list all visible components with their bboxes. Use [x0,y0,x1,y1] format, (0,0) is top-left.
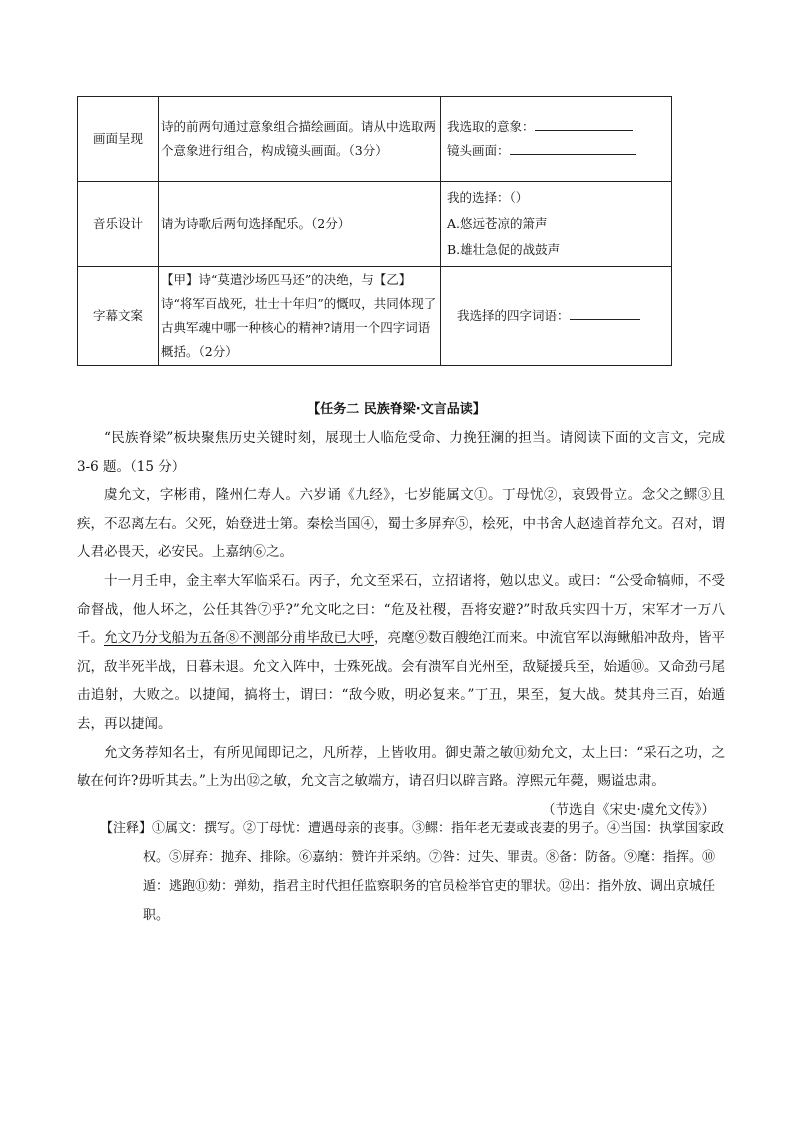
table-row [78,182,672,267]
row-answer [441,182,672,267]
underlined-sentence: 允文乃分戈船为五备⑧不测部分甫毕敌已大呼 [104,630,374,647]
section-title: 【任务二 民族脊梁·文言品读】 [307,402,486,417]
answer-prompt: 我的选择：（） [447,190,529,205]
paragraph-3: 允文务荐知名士，有所见闻即记之，凡所荐，上皆收用。御史萧之敏⑪劾允文，太上曰：“采石之功，之敏在何许?毋听其去。”上为出⑫之敏，允文言之敏端方，请召归以辟言路。淳熙元年薨，赐谥忠肃。 [77,744,725,790]
option-a[interactable]: A.悠远苍凉的箫声 [447,216,548,231]
row-label: 画面呈现 [78,97,159,182]
row-answer [441,267,672,366]
task-table [77,96,672,366]
paragraph-1: 虞允文，字彬甫，隆州仁寿人。六岁诵《九经》，七岁能属文①。丁母忧②，哀毁骨立。念父之鳏③且疾，不忍离左右。父死，始登进士第。秦桧当国④，蜀士多屏弃⑤，桧死，中书舍人赵逵首荐允文。召对，谓人君必畏天，必安民。上嘉纳⑥之。 [77,487,725,561]
option-b[interactable]: B.雄壮急促的战鼓声 [447,242,561,257]
paragraph-2-part-b: ，亮麾⑨数百艘绝江而来。中流官军以海鳅船冲敌舟，皆平沉，敌半死半战，日暮未退。允文入阵中，士殊死战。会有溃军自光州至，敌疑援兵至，始遁⑩。又命劲弓尾击追射，大败之。以捷闻，搞将士，谓曰：“敌今败，明必复来。”丁丑，果至，复大战。焚其舟三百，始遁去，再以捷闻。 [77,630,725,732]
table-row [78,97,672,182]
passage [77,424,725,824]
answer-prompt: 我选择的四字词语： [457,308,570,323]
answer-blank[interactable] [570,304,640,320]
answer-blank[interactable] [510,139,636,155]
answer-prompt: 镜头画面： [447,143,510,158]
row-requirement: 请为诗歌后两句选择配乐。（2分） [159,182,441,267]
paragraph-2 [77,567,725,739]
answer-prompt: 我选取的意象： [447,119,535,134]
row-answer [441,97,672,182]
intro-paragraph: “民族脊梁”板块聚焦历史关键时刻，展现士人临危受命、力挽狂澜的担当。请阅读下面的文言文，完成 3-6 题。（15 分） [77,430,725,475]
answer-blank[interactable] [535,115,633,131]
row-requirement: 【甲】诗“莫遣沙场匹马还”的决绝，与【乙】诗“将军百战死，壮士十年归”的慨叹，共同体现了古典军魂中哪一种核心的精神?请用一个四字词语概括。（2分） [159,267,441,366]
row-label: 音乐设计 [78,182,159,267]
paragraph-2-part-a: 十一月壬申，金主率大军临采石。丙子，允文至采石，立招诸将，勉以忠义。或曰：“公受命犒师，不受命督战，他人坏之，公任其咎⑦乎?”允文叱之曰：“危及社稷，吾将安避?”时敌兵实四十万，宋军才一万八千。 [77,572,725,647]
notes-text: ①属文：撰写。②丁母忧：遭遇母亲的丧事。③鳏：指年老无妻或丧妻的男子。④当国：执掌国家政权。⑤屏弃：抛弃、排除。⑥嘉纳：赞许并采纳。⑦咎：过失、罪责。⑧备：防备。⑨麾：指挥。⑩遁：逃跑⑪劾：弹劾，指君主时代担任监察职务的官员检举官吏的罪状。⑫出：指外放、调出京城任职。 [143,821,725,923]
table-row [78,267,672,366]
source-citation: （节选自《宋史·虞允文传》） [541,801,715,818]
notes-label: 【注释】 [100,821,153,836]
row-label: 字幕文案 [78,267,159,366]
notes [100,814,728,930]
row-requirement: 诗的前两句通过意象组合描绘画面。请从中选取两个意象进行组合，构成镜头画面。（3分） [159,97,441,182]
